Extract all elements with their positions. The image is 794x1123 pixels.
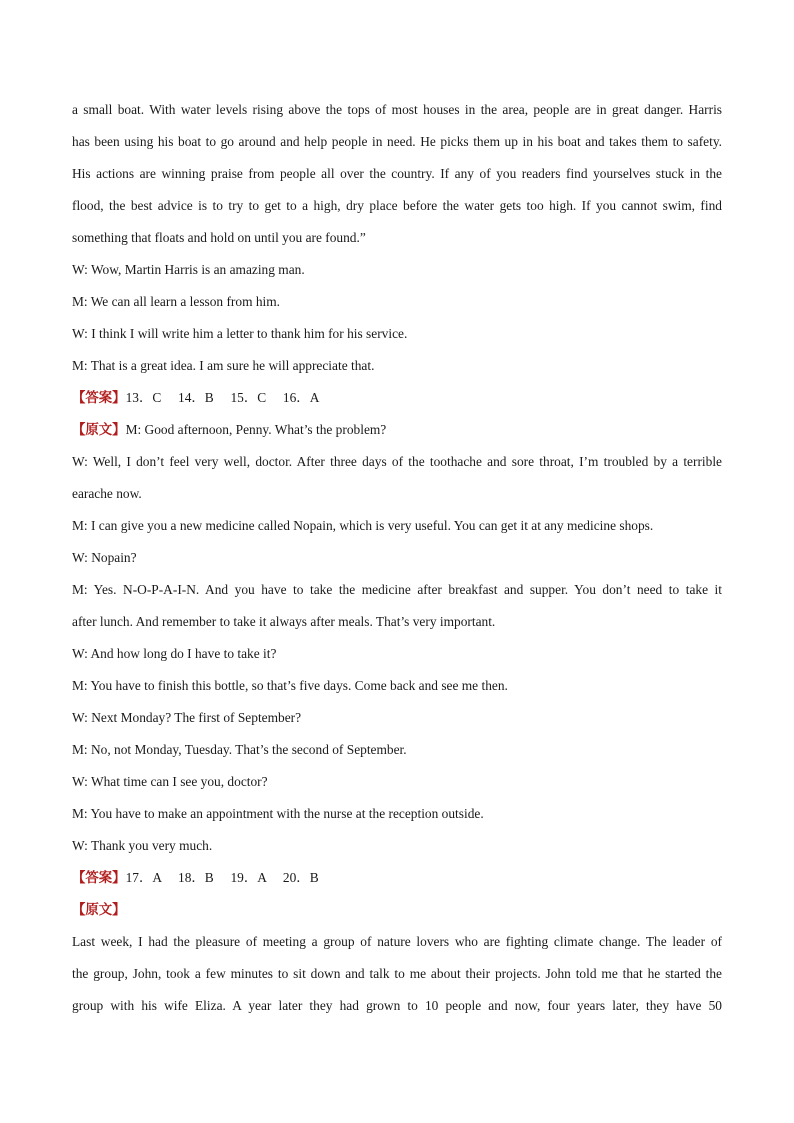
text-line: something that floats and hold on until you are found.” (72, 230, 366, 245)
text-line: His actions are winning praise from people all over the country. If any of you readers find yourselves stuck in the (72, 166, 722, 181)
text-line: has been using his boat to go around and help people in need. He picks them up in his boat and takes them to safety. (72, 134, 722, 149)
answer-line (72, 382, 722, 414)
original-line (72, 894, 722, 926)
text-line: flood, the best advice is to try to get to a high, dry place before the water gets too high. If you cannot swim, find (72, 198, 722, 213)
dialogue-doctor (72, 446, 722, 862)
dialogue-line: M: No, not Monday, Tuesday. That’s the second of September. (72, 742, 407, 757)
passage-flood (72, 94, 722, 382)
dialogue-line: W: What time can I see you, doctor? (72, 774, 268, 789)
answer-line (72, 862, 722, 894)
answer-tag: 【答案】 (72, 870, 126, 885)
original-tag: 【原文】 (72, 902, 126, 917)
dialogue-line: M: Yes. N-O-P-A-I-N. And you have to take the medicine after breakfast and supper. You don’t need to take it (72, 582, 722, 597)
dialogue-line: W: Well, I don’t feel very well, doctor. After three days of the toothache and sore throat, I’m troubled by a terrible (72, 454, 722, 469)
answer-values: 13．C 14．B 15．C 16．A (125, 390, 320, 405)
dialogue-line: W: I think I will write him a letter to thank him for his service. (72, 326, 408, 341)
text-line: the group, John, took a few minutes to sit down and talk to me about their projects. John told me that he started the (72, 966, 722, 981)
dialogue-line: W: And how long do I have to take it? (72, 646, 277, 661)
dialogue-line: M: I can give you a new medicine called Nopain, which is very useful. You can get it at any medicine shops. (72, 518, 654, 533)
dialogue-first: M: Good afternoon, Penny. What’s the problem? (125, 422, 387, 437)
dialogue-line: M: We can all learn a lesson from him. (72, 294, 281, 309)
dialogue-line: W: Thank you very much. (72, 838, 213, 853)
dialogue-line: earache now. (72, 486, 142, 501)
dialogue-line: M: You have to make an appointment with the nurse at the reception outside. (72, 806, 484, 821)
original-tag: 【原文】 (72, 422, 126, 437)
answer-tag: 【答案】 (72, 390, 126, 405)
dialogue-line: W: Next Monday? The first of September? (72, 710, 302, 725)
dialogue-line: M: You have to finish this bottle, so that’s five days. Come back and see me then. (72, 678, 508, 693)
text-line: a small boat. With water levels rising above the tops of most houses in the area, people are in great danger. Harris (72, 102, 722, 117)
document-page (72, 94, 722, 1022)
dialogue-line: W: Wow, Martin Harris is an amazing man. (72, 262, 305, 277)
passage-nature (72, 926, 722, 1022)
original-line (72, 414, 722, 446)
text-line: Last week, I had the pleasure of meeting a group of nature lovers who are fighting climate change. The leader of (72, 934, 722, 949)
dialogue-line: M: That is a great idea. I am sure he will appreciate that. (72, 358, 375, 373)
dialogue-line: W: Nopain? (72, 550, 137, 565)
answer-values: 17．A 18．B 19．A 20．B (125, 870, 319, 885)
dialogue-line: after lunch. And remember to take it always after meals. That’s very important. (72, 614, 496, 629)
text-line: group with his wife Eliza. A year later they had grown to 10 people and now, four years later, they have 50 (72, 998, 722, 1013)
